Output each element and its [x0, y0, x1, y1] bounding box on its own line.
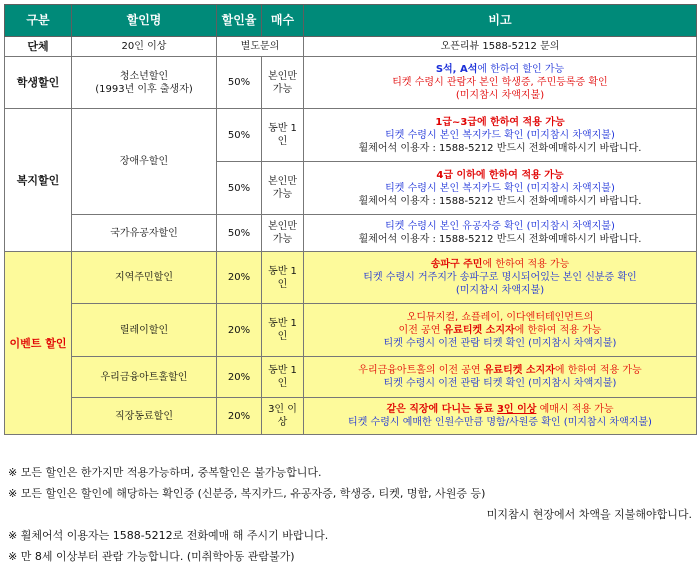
- coworker-rate: 20%: [217, 398, 262, 435]
- header-rate: 할인율: [217, 5, 262, 37]
- relay-note-l3: 티켓 수령시 이전 관람 티켓 확인 (미지참시 차액지불): [383, 337, 617, 349]
- header-note: 비고: [304, 5, 697, 37]
- woori-rate: 20%: [217, 357, 262, 398]
- disabled-13-note-l3: 휠체어석 이용자 : 1588-5212 반드시 전화예매하시기 바랍니다.: [358, 142, 642, 154]
- disabled-4-note-l1: 4급 이하에 한하여 적용 가능: [436, 169, 564, 181]
- veteran-note-l2: 휠체어석 이용자 : 1588-5212 반드시 전화예매하시기 바랍니다.: [358, 234, 642, 245]
- woori-name: 우리금융아트홀할인: [72, 357, 217, 398]
- disabled-4-rate: 50%: [217, 162, 262, 215]
- student-seats: 본인만 가능: [262, 57, 304, 109]
- student-name: [72, 57, 217, 109]
- student-note-l2: 티켓 수령시 관람자 본인 학생증, 주민등록증 확인: [392, 77, 608, 88]
- relay-note-l2-post: 에 한하여 적용 가능: [514, 324, 602, 336]
- student-note-seat-class: S석, A석: [435, 64, 478, 75]
- woori-note: [304, 357, 697, 398]
- coworker-seats: 3인 이상: [262, 398, 304, 435]
- veteran-note-l1: 티켓 수령시 본인 유공자증 확인 (미지참시 차액지불): [385, 221, 615, 232]
- student-rate: 50%: [217, 57, 262, 109]
- relay-note: [304, 304, 697, 357]
- student-name-line2: (1993년 이후 출생자): [95, 83, 193, 95]
- table-row: [5, 57, 697, 109]
- student-note-l1: 에 한하여 할인 가능: [477, 64, 565, 75]
- table-row: [5, 109, 697, 162]
- coworker-note-l1-pre: 같은 직장에 다니는 동료: [386, 404, 497, 415]
- veteran-rate: 50%: [217, 215, 262, 252]
- coworker-note-l1-bold: 3인 이상: [496, 404, 537, 415]
- disabled-13-note-l1: 1급~3급에 한하여 적용 가능: [435, 116, 565, 128]
- woori-note-l1-pre: 우리금융아트홀의 이전 공연: [358, 365, 484, 376]
- header-name: 할인명: [72, 5, 217, 37]
- coworker-name: 직장동료할인: [72, 398, 217, 435]
- local-note: [304, 252, 697, 304]
- group-category: 단체: [5, 37, 72, 57]
- header-category: 구분: [5, 5, 72, 37]
- table-row: [5, 37, 697, 57]
- table-row: [5, 215, 697, 252]
- student-category: 학생할인: [5, 57, 72, 109]
- veteran-seats: 본인만 가능: [262, 215, 304, 252]
- student-note-l3: (미지참시 차액지불): [455, 90, 545, 101]
- relay-rate: 20%: [217, 304, 262, 357]
- relay-note-l2-bold: 유료티켓 소지자: [443, 324, 515, 336]
- relay-note-l2-pre: 이전 공연: [398, 324, 444, 336]
- local-note-l3: (미지참시 차액지불): [455, 285, 545, 296]
- note-line: 미지참시 현장에서 차액을 지불해야합니다.: [486, 508, 692, 521]
- disabled-13-note-l2: 티켓 수령시 본인 복지카드 확인 (미지참시 차액지불): [385, 129, 615, 141]
- student-name-line1: 청소년할인: [119, 70, 169, 82]
- coworker-note-l1-post: 예매시 적용 가능: [536, 404, 614, 415]
- student-note: [304, 57, 697, 109]
- local-note-area: 송파구 주민: [430, 259, 483, 270]
- disabled-4-note: [304, 162, 697, 215]
- disabled-13-rate: 50%: [217, 109, 262, 162]
- veteran-name: 국가유공자할인: [72, 215, 217, 252]
- group-rate-seats: 별도문의: [217, 37, 304, 57]
- table-header-row: [5, 5, 697, 37]
- note-line: ※ 만 8세 이상부터 관람 가능합니다. (미취학아동 관람불가): [8, 550, 295, 563]
- group-name: 20인 이상: [72, 37, 217, 57]
- disabled-4-note-l3: 휠체어석 이용자 : 1588-5212 반드시 전화예매하시기 바랍니다.: [358, 195, 642, 207]
- note-line: ※ 모든 할인은 한가지만 적용가능하며, 중복할인은 불가능합니다.: [8, 466, 322, 479]
- coworker-note-l2: 티켓 수령시 예매한 인원수만큼 명함/사원증 확인 (미지참시 차액지불): [348, 417, 652, 428]
- disabled-4-note-l2: 티켓 수령시 본인 복지카드 확인 (미지참시 차액지불): [385, 182, 615, 194]
- local-seats: 동반 1인: [262, 252, 304, 304]
- woori-note-l1-bold: 유료티켓 소지자: [483, 365, 555, 376]
- table-row: [5, 398, 697, 435]
- header-seats: 매수: [262, 5, 304, 37]
- notes-section: [8, 462, 694, 567]
- note-line: ※ 휠체어석 이용자는 1588-5212로 전화예매 해 주시기 바랍니다.: [8, 529, 329, 542]
- welfare-category: 복지할인: [5, 109, 72, 252]
- local-name: 지역주민할인: [72, 252, 217, 304]
- coworker-note: [304, 398, 697, 435]
- table-row: [5, 304, 697, 357]
- disabled-name: 장애우할인: [72, 109, 217, 215]
- note-line: ※ 모든 할인은 할인에 해당하는 확인증 (신분증, 복지카드, 유공자증, 학생증, 티켓, 명함, 사원증 등): [8, 487, 486, 500]
- table-row: [5, 252, 697, 304]
- relay-seats: 동반 1인: [262, 304, 304, 357]
- table-row: [5, 357, 697, 398]
- woori-note-l1-post: 에 한하여 적용 가능: [554, 365, 642, 376]
- event-category: 이벤트 할인: [5, 252, 72, 435]
- relay-note-l1: 오디뮤지컬, 쇼플레이, 이다엔터테인먼트의: [406, 311, 594, 323]
- relay-name: 릴레이할인: [72, 304, 217, 357]
- local-rate: 20%: [217, 252, 262, 304]
- woori-seats: 동반 1인: [262, 357, 304, 398]
- disabled-4-seats: 본인만 가능: [262, 162, 304, 215]
- discount-table: [4, 4, 697, 435]
- local-note-l1: 에 한하여 적용 가능: [482, 259, 570, 270]
- local-note-l2: 티켓 수령시 거주지가 송파구로 명시되어있는 본인 신분증 확인: [363, 272, 637, 283]
- veteran-note: [304, 215, 697, 252]
- woori-note-l2: 티켓 수령시 이전 관람 티켓 확인 (미지참시 차액지불): [383, 378, 617, 389]
- disabled-13-note: [304, 109, 697, 162]
- group-note: 오픈리뷰 1588-5212 문의: [304, 37, 697, 57]
- disabled-13-seats: 동반 1인: [262, 109, 304, 162]
